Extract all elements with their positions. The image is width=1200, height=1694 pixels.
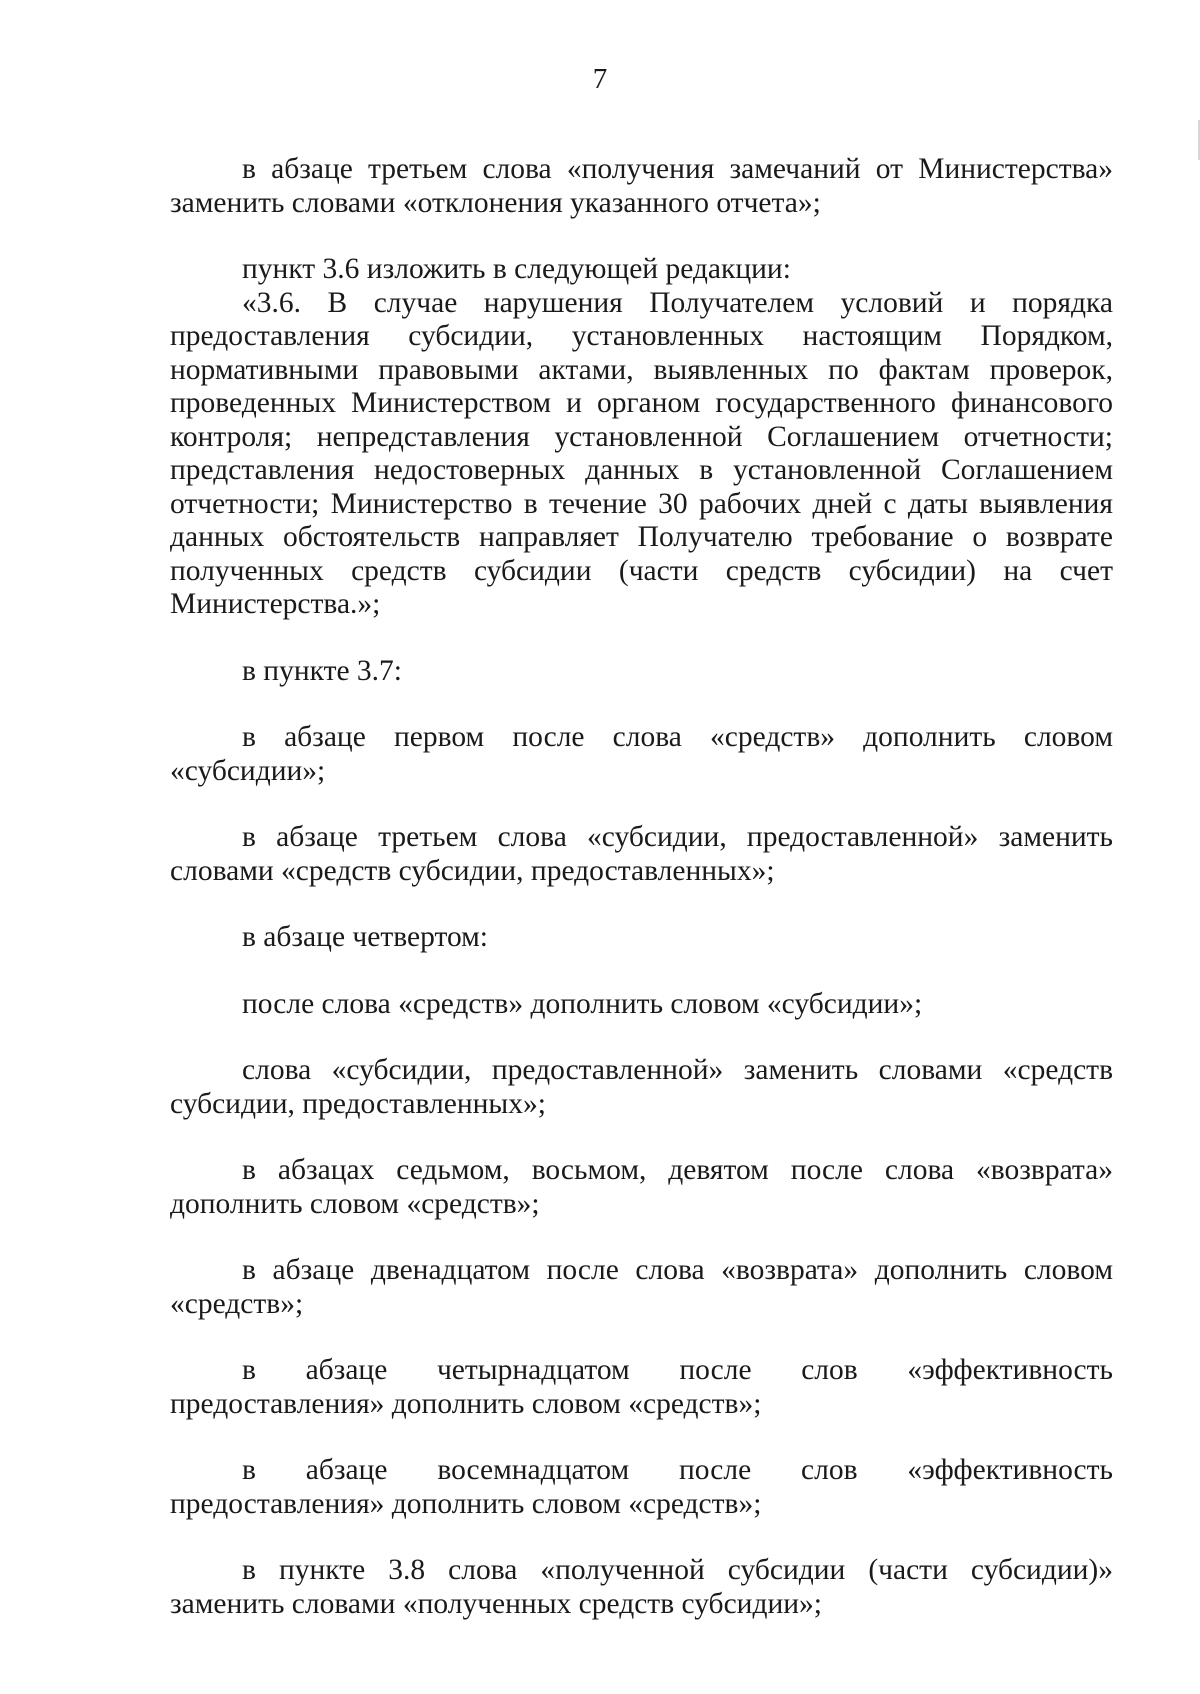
paragraph-7: в абзаце четвертом: <box>242 921 488 953</box>
paragraph-6: в абзаце третьем слова «субсидии, предоставленной» заменить словами «средств субсидии, предоставленных»; <box>170 821 1113 887</box>
paragraph-9: слова «субсидии, предоставленной» заменить словами «средств субсидии, предоставленных»; <box>170 1054 1113 1120</box>
paragraph-3: «3.6. В случае нарушения Получателем условий и порядка предоставления субсидии, установленных настоящим Порядком, нормативными правовыми актами, выявленных по фактам проверок, проведенных Министерством и органом государственного финансового контроля; непредставления установленной Соглашением отчетности; представления недостоверных данных в установленной Соглашением отчетности; Министерство в течение 30 рабочих дней с даты выявления данных обстоятельств направляет Получателю требование о возврате полученных средств субсидии (части средств субсидии) на счет Министерства.»; <box>170 286 1113 620</box>
paragraph-5: в абзаце первом после слова «средств» дополнить словом «субсидии»; <box>170 721 1113 787</box>
paragraph-4: в пункте 3.7: <box>242 654 403 687</box>
paragraph-2: пункт 3.6 изложить в следующей редакции: <box>242 253 791 285</box>
paragraph-10: в абзацах седьмом, восьмом, девятом после слова «возврата» дополнить словом «средств»; <box>170 1154 1113 1220</box>
paragraph-1: в абзаце третьем слова «получения замечаний от Министерства» заменить словами «отклонения указанного отчета»; <box>170 153 1113 219</box>
paragraph-11: в абзаце двенадцатом после слова «возврата» дополнить словом «средств»; <box>170 1254 1113 1320</box>
paragraph-13: в абзаце восемнадцатом после слов «эффективность предоставления» дополнить словом «средств»; <box>170 1454 1113 1520</box>
document-body <box>170 153 1113 1621</box>
paragraph-12: в абзаце четырнадцатом после слов «эффективность предоставления» дополнить словом «средств»; <box>170 1354 1113 1420</box>
paragraph-14: в пункте 3.8 слова «полученной субсидии (части субсидии)» заменить словами «полученных средств субсидии»; <box>170 1554 1113 1620</box>
page-number: 7 <box>592 63 608 95</box>
paragraph-8: после слова «средств» дополнить словом «субсидии»; <box>242 987 923 1020</box>
